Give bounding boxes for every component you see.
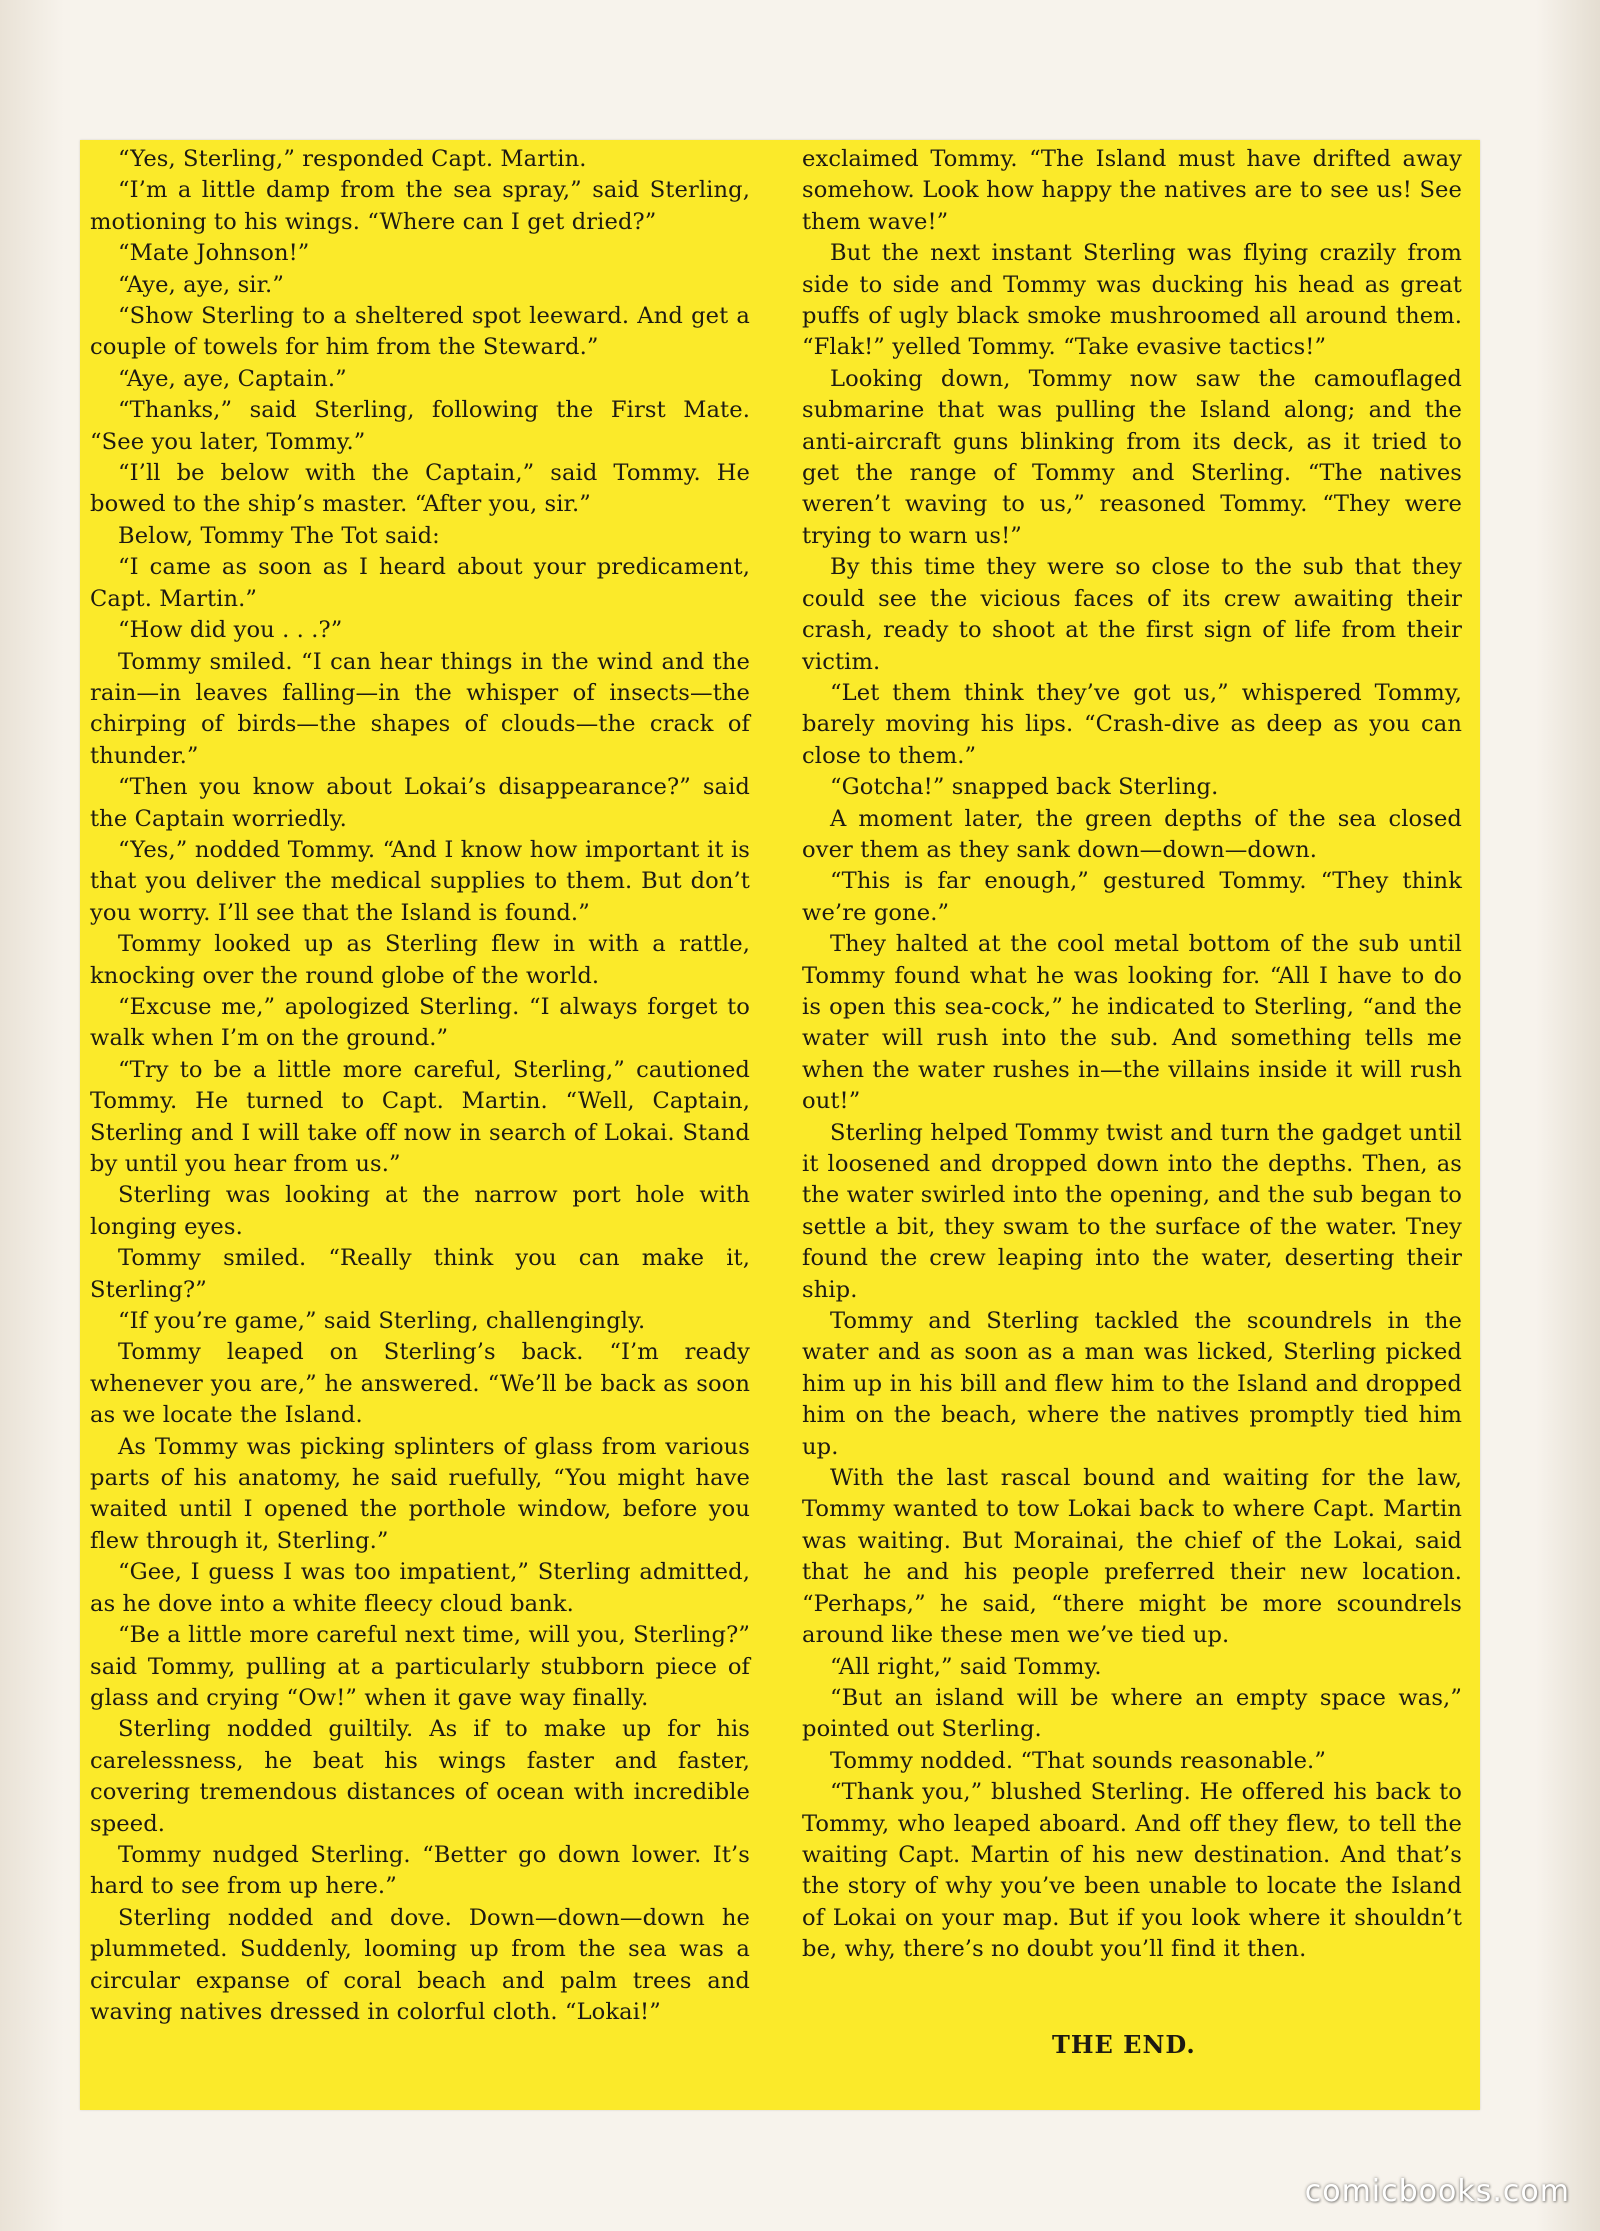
paragraph: “Aye, aye, sir.” [118,271,284,298]
paragraph: “Aye, aye, Captain.” [118,365,347,392]
paragraph: Sterling helped Tommy twist and turn the gadget until it loosened and dropped down into the depths. Then, as the water swirled into the opening, and the sub began to settle a bit, they swam to the surface of the water. Tney found the crew leaping into the water, deserting their ship. [802,1119,1462,1303]
paragraph: “But an island will be where an empty space was,” pointed out Sterling. [802,1684,1462,1743]
paragraph: “Thank you,” blushed Sterling. He offered his back to Tommy, who leaped aboard. And off they flew, to tell the waiting Capt. Martin of his new destination. And that’s the story of why you’ve been unable to locate the Island of Lokai on your map. But if you look where it shouldn’t be, why, there’s no doubt you’ll find it then. [802,1779,1462,1963]
paragraph: “Be a little more careful next time, will you, Sterling?” said Tommy, pulling at a particularly stubborn piece of glass and crying “Ow!” when it gave way finally. [90,1622,750,1711]
paragraph: With the last rascal bound and waiting for the law, Tommy wanted to tow Lokai back to where Capt. Martin was waiting. But Morainai, the chief of the Lokai, said that he and his people preferred their new location. “Perhaps,” he said, “there might be more scoundrels around like these men we’ve tied up. [802,1465,1462,1649]
paragraph: “I came as soon as I heard about your predicament, Capt. Martin.” [90,554,750,612]
paragraph: Tommy smiled. “I can hear things in the wind and the rain—in leaves falling—in the whisper of insects—the chirping of birds—the shapes of clouds—the crack of thunder.” [90,648,750,769]
paragraph: Looking down, Tommy now saw the camouflaged submarine that was pulling the Island along; and the anti-aircraft guns blinking from its deck, as it tried to get the range of Tommy and Sterling. “The natives weren’t waving to us,” reasoned Tommy. “They were trying to warn us!” [802,365,1462,549]
story-text-panel [80,140,1480,2110]
left-column [90,140,750,2028]
paragraph: Tommy nudged Sterling. “Better go down lower. It’s hard to see from up here.” [90,1841,750,1900]
paragraph: “How did you . . .?” [118,617,343,644]
paragraph: “Then you know about Lokai’s disappearance?” said the Captain worriedly. [90,774,750,832]
paragraph: “Let them think they’ve got us,” whispered Tommy, barely moving his lips. “Crash-dive as deep as you can close to them.” [802,679,1462,769]
paragraph: “Mate Johnson!” [118,240,310,267]
paragraph: Sterling nodded and dove. Down—down—down he plummeted. Suddenly, looming up from the sea was a circular expanse of coral beach and palm trees and waving natives dressed in colorful cloth. “Lokai!” [90,1904,750,2025]
story-ending: THE END. [1052,2030,1196,2059]
paragraph: Sterling nodded guiltily. As if to make up for his carelessness, he beat his wings faster and faster, covering tremendous distances of ocean with incredible speed. [90,1716,750,1837]
paragraph: “Gee, I guess I was too impatient,” Sterling admitted, as he dove into a white fleecy cloud bank. [90,1559,750,1617]
paragraph: “Try to be a little more careful, Sterling,” cautioned Tommy. He turned to Capt. Martin. “Well, Captain, Sterling and I will take off now in search of Lokai. Stand by until you hear from us.” [90,1056,750,1177]
paragraph: “I’m a little damp from the sea spray,” said Sterling, motioning to his wings. “Where can I get dried?” [90,177,750,235]
paragraph: A moment later, the green depths of the sea closed over them as they sank down—down—down. [802,805,1462,863]
site-watermark: comicbooks.com [1304,2174,1570,2209]
paragraph: “Gotcha!” snapped back Sterling. [830,774,1219,801]
paragraph: Tommy smiled. “Really think you can make it, Sterling?” [90,1245,750,1303]
paragraph: “Yes,” nodded Tommy. “And I know how important it is that you deliver the medical supplies to them. But don’t you worry. I’ll see that the Island is found.” [90,836,750,926]
paragraph: “Excuse me,” apologized Sterling. “I always forget to walk when I’m on the ground.” [90,993,750,1052]
paragraph: By this time they were so close to the sub that they could see the vicious faces of its crew awaiting their crash, ready to shoot at the first sign of life from their victim. [802,554,1462,675]
paragraph: “Show Sterling to a sheltered spot leeward. And get a couple of towels for him from the Steward.” [90,303,750,361]
paragraph: Sterling was looking at the narrow port hole with longing eyes. [90,1182,750,1240]
paragraph: Below, Tommy The Tot said: [118,522,440,549]
paragraph: Tommy and Sterling tackled the scoundrels in the water and as soon as a man was licked, Sterling picked him up in his bill and flew him to the Island and dropped him on the beach, where the natives promptly tied him up. [802,1308,1462,1460]
paragraph: “Yes, Sterling,” responded Capt. Martin. [118,146,587,172]
paragraph: “If you’re game,” said Sterling, challengingly. [118,1308,646,1335]
paragraph: “Thanks,” said Sterling, following the First Mate. “See you later, Tommy.” [90,397,750,455]
paragraph: Tommy nodded. “That sounds reasonable.” [830,1747,1326,1774]
paragraph: As Tommy was picking splinters of glass from various parts of his anatomy, he said ruefully, “You might have waited until I opened the porthole window, before you flew through it, Sterling.” [90,1433,750,1554]
right-column [802,140,1462,1966]
paragraph: Tommy looked up as Sterling flew in with a rattle, knocking over the round globe of the world. [90,931,750,989]
paragraph-continuation: exclaimed Tommy. “The Island must have drifted away somehow. Look how happy the natives are to see us! See them wave!” [802,146,1462,235]
paragraph: “I’ll be below with the Captain,” said Tommy. He bowed to the ship’s master. “After you, sir.” [90,460,750,518]
paragraph: They halted at the cool metal bottom of the sub until Tommy found what he was looking for. “All I have to do is open this sea-cock,” he indicated to Sterling, “and the water will rush into the sub. And something tells me when the water rushes in—the villains inside it will rush out!” [802,931,1462,1115]
paragraph: “All right,” said Tommy. [830,1653,1102,1680]
paragraph: But the next instant Sterling was flying crazily from side to side and Tommy was ducking his head as great puffs of ugly black smoke mushroomed all around them. “Flak!” yelled Tommy. “Take evasive tactics!” [802,240,1462,361]
paragraph: Tommy leaped on Sterling’s back. “I’m ready whenever you are,” he answered. “We’ll be back as soon as we locate the Island. [90,1339,750,1429]
paragraph: “This is far enough,” gestured Tommy. “They think we’re gone.” [802,868,1462,926]
